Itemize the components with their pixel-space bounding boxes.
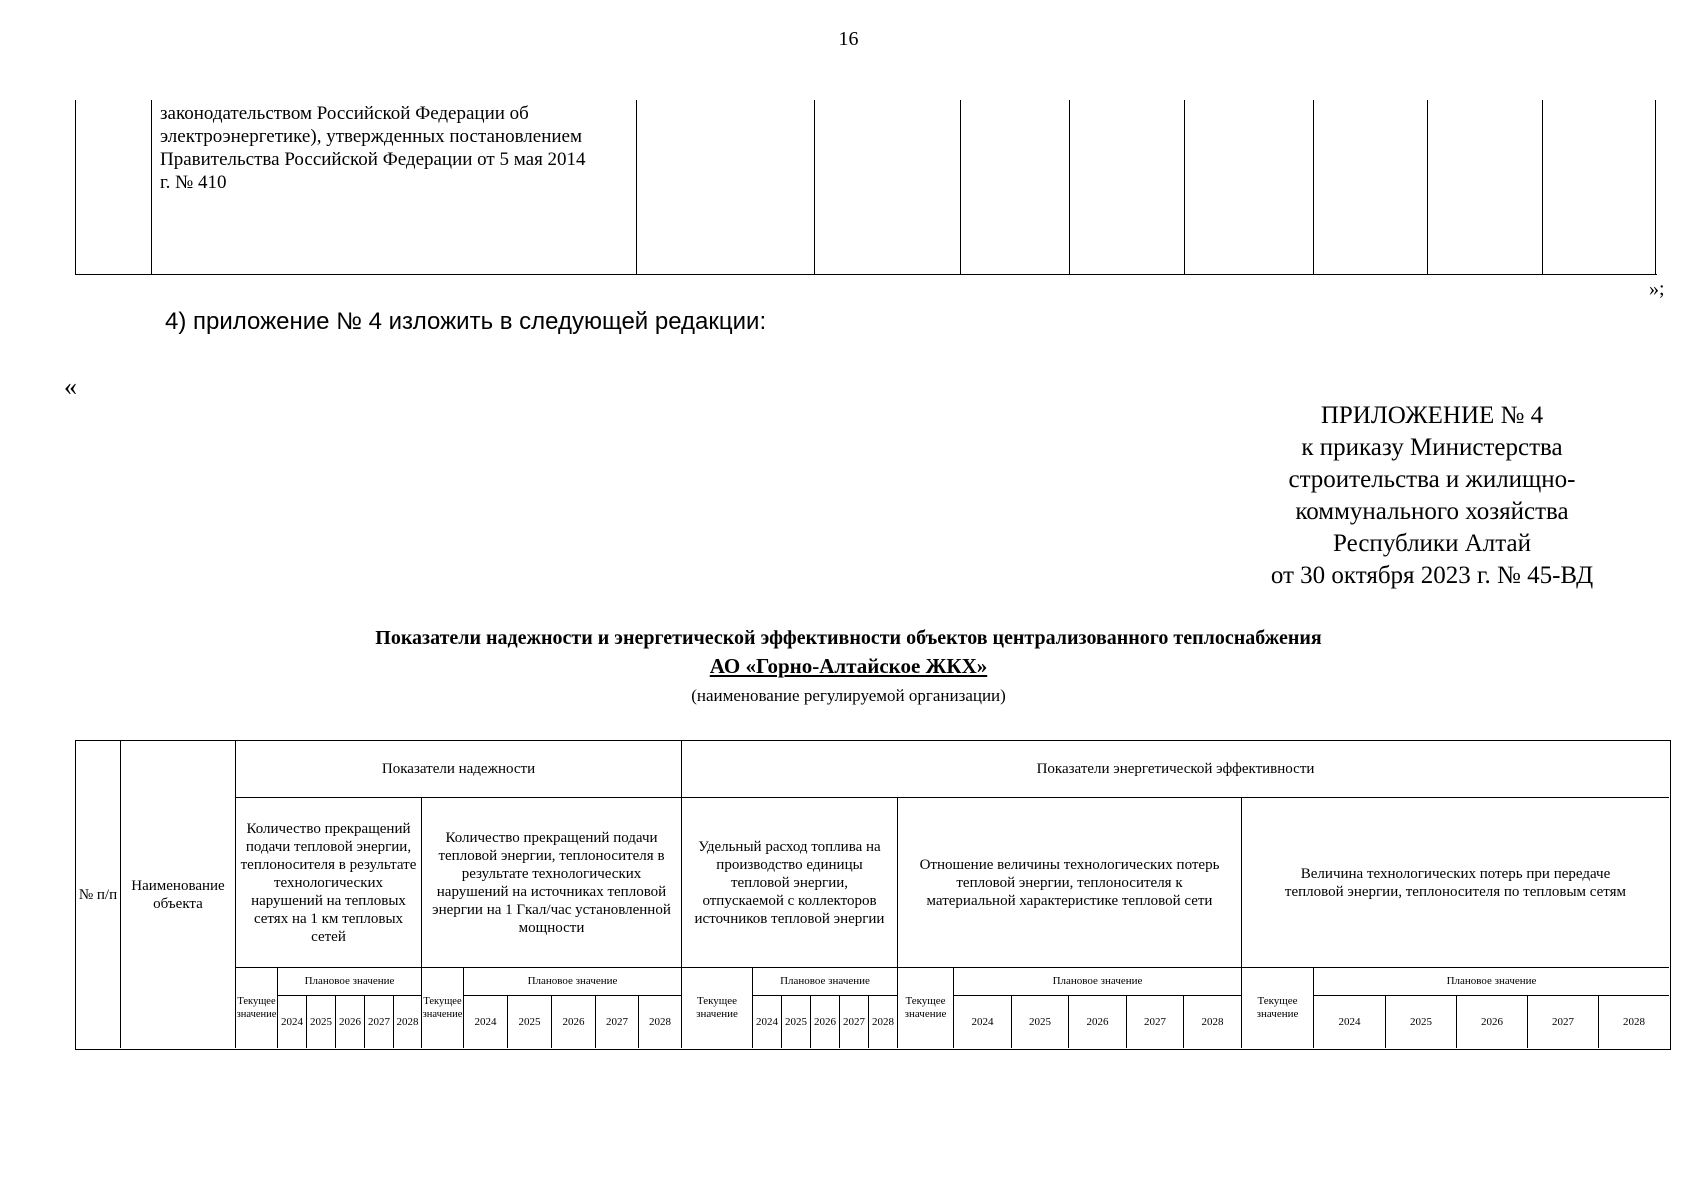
year-2026-header: 2026 — [335, 995, 364, 1048]
appendix-line: от 30 октября 2023 г. № 45-ВД — [1270, 562, 1594, 589]
amendment-text: 4) приложение № 4 изложить в следующей редакции: — [165, 308, 767, 335]
current-value-header: Текущее значение — [421, 967, 463, 1048]
year-2025-header: 2025 — [781, 995, 810, 1048]
year-2027-header: 2027 — [1126, 995, 1183, 1048]
year-2027-header: 2027 — [364, 995, 393, 1048]
year-2025-header: 2025 — [1385, 995, 1456, 1048]
header-source-interruptions: Количество прекращений подачи тепловой энергии, теплоносителя в результате технологических нарушений на источниках тепловой энергии на 1 Гкал/час установленной мощности — [421, 797, 681, 967]
current-value-header: Текущее значение — [681, 967, 752, 1048]
year-2024-header: 2024 — [463, 995, 507, 1048]
year-2025-header: 2025 — [1011, 995, 1068, 1048]
header-network-interruptions: Количество прекращений подачи тепловой энергии, теплоносителя в результате технологических нарушений на тепловых сетях на 1 км тепловых сетей — [235, 797, 421, 967]
year-2025-header: 2025 — [507, 995, 551, 1048]
header-object-name: Наименование объекта — [120, 741, 235, 1048]
organization-caption: (наименование регулируемой организации) — [691, 686, 1006, 705]
year-2024-header: 2024 — [1313, 995, 1385, 1048]
year-2026-header: 2026 — [551, 995, 595, 1048]
appendix-header — [1232, 400, 1632, 592]
header-energy-efficiency: Показатели энергетической эффективности — [681, 741, 1669, 797]
planned-value-header: Плановое значение — [1313, 967, 1669, 995]
document-title: Показатели надежности и энергетической эффективности объектов централизованного теплоснабжения — [375, 627, 1322, 649]
current-value-header — [235, 967, 277, 1048]
year-2028-header: 2028 — [393, 995, 421, 1048]
appendix-line: Республики Алтай — [1333, 530, 1531, 557]
header-number: № п/п — [78, 886, 118, 903]
appendix-line: к приказу Министерства — [1301, 434, 1563, 461]
year-2028-header: 2028 — [638, 995, 681, 1048]
header-reliability: Показатели надежности — [235, 741, 681, 797]
year-2027-header: 2027 — [1527, 995, 1598, 1048]
year-2026-header: 2026 — [1456, 995, 1527, 1048]
organization-name — [0, 654, 1697, 679]
year-2026-header: 2026 — [1068, 995, 1126, 1048]
year-2027-header: 2027 — [839, 995, 868, 1048]
current-value-label: Текущее значение — [236, 996, 277, 1020]
appendix-line: коммунального хозяйства — [1295, 498, 1569, 525]
current-value-header: Текущее значение — [1241, 967, 1313, 1048]
year-2024-header: 2024 — [752, 995, 781, 1048]
year-2028-header: 2028 — [1598, 995, 1669, 1048]
opening-quote: « — [64, 372, 77, 401]
year-2028-header: 2028 — [1183, 995, 1241, 1048]
text-line: г. № 410 — [160, 172, 227, 193]
planned-value-header: Плановое значение — [463, 967, 681, 995]
text-line: электроэнергетике), утвержденных постановлением — [160, 126, 583, 147]
text-line: законодательством Российской Федерации об — [160, 103, 529, 124]
page-number: 16 — [838, 28, 859, 50]
indicators-table — [75, 740, 1671, 1050]
year-2024-header: 2024 — [953, 995, 1011, 1048]
year-2025-header: 2025 — [306, 995, 335, 1048]
header-technological-losses: Величина технологических потерь при передаче тепловой энергии, теплоносителя по тепловым сетям — [1241, 797, 1669, 967]
previous-table-cell-text — [160, 102, 630, 194]
current-value-header: Текущее значение — [897, 967, 953, 1048]
closing-quote: »; — [1649, 278, 1665, 300]
header-fuel-consumption: Удельный расход топлива на производство единицы тепловой энергии, отпускаемой с коллекторов источников тепловой энергии — [681, 797, 897, 967]
organization-name-text: АО «Горно-Алтайское ЖКХ» — [709, 654, 988, 678]
text-line: Правительства Российской Федерации от 5 мая 2014 — [160, 149, 586, 170]
header-loss-ratio: Отношение величины технологических потерь тепловой энергии, теплоносителя к материальной характеристике тепловой сети — [897, 797, 1241, 967]
year-2028-header: 2028 — [868, 995, 897, 1048]
planned-value-header: Плановое значение — [953, 967, 1241, 995]
year-2026-header: 2026 — [810, 995, 839, 1048]
appendix-line: строительства и жилищно- — [1288, 466, 1576, 493]
planned-value-header: Плановое значение — [752, 967, 897, 995]
year-2024-header: 2024 — [277, 995, 306, 1048]
planned-value-header: Плановое значение — [277, 967, 421, 995]
appendix-line: ПРИЛОЖЕНИЕ № 4 — [1320, 402, 1544, 429]
previous-table-fragment — [75, 100, 1657, 275]
year-2027-header: 2027 — [595, 995, 638, 1048]
